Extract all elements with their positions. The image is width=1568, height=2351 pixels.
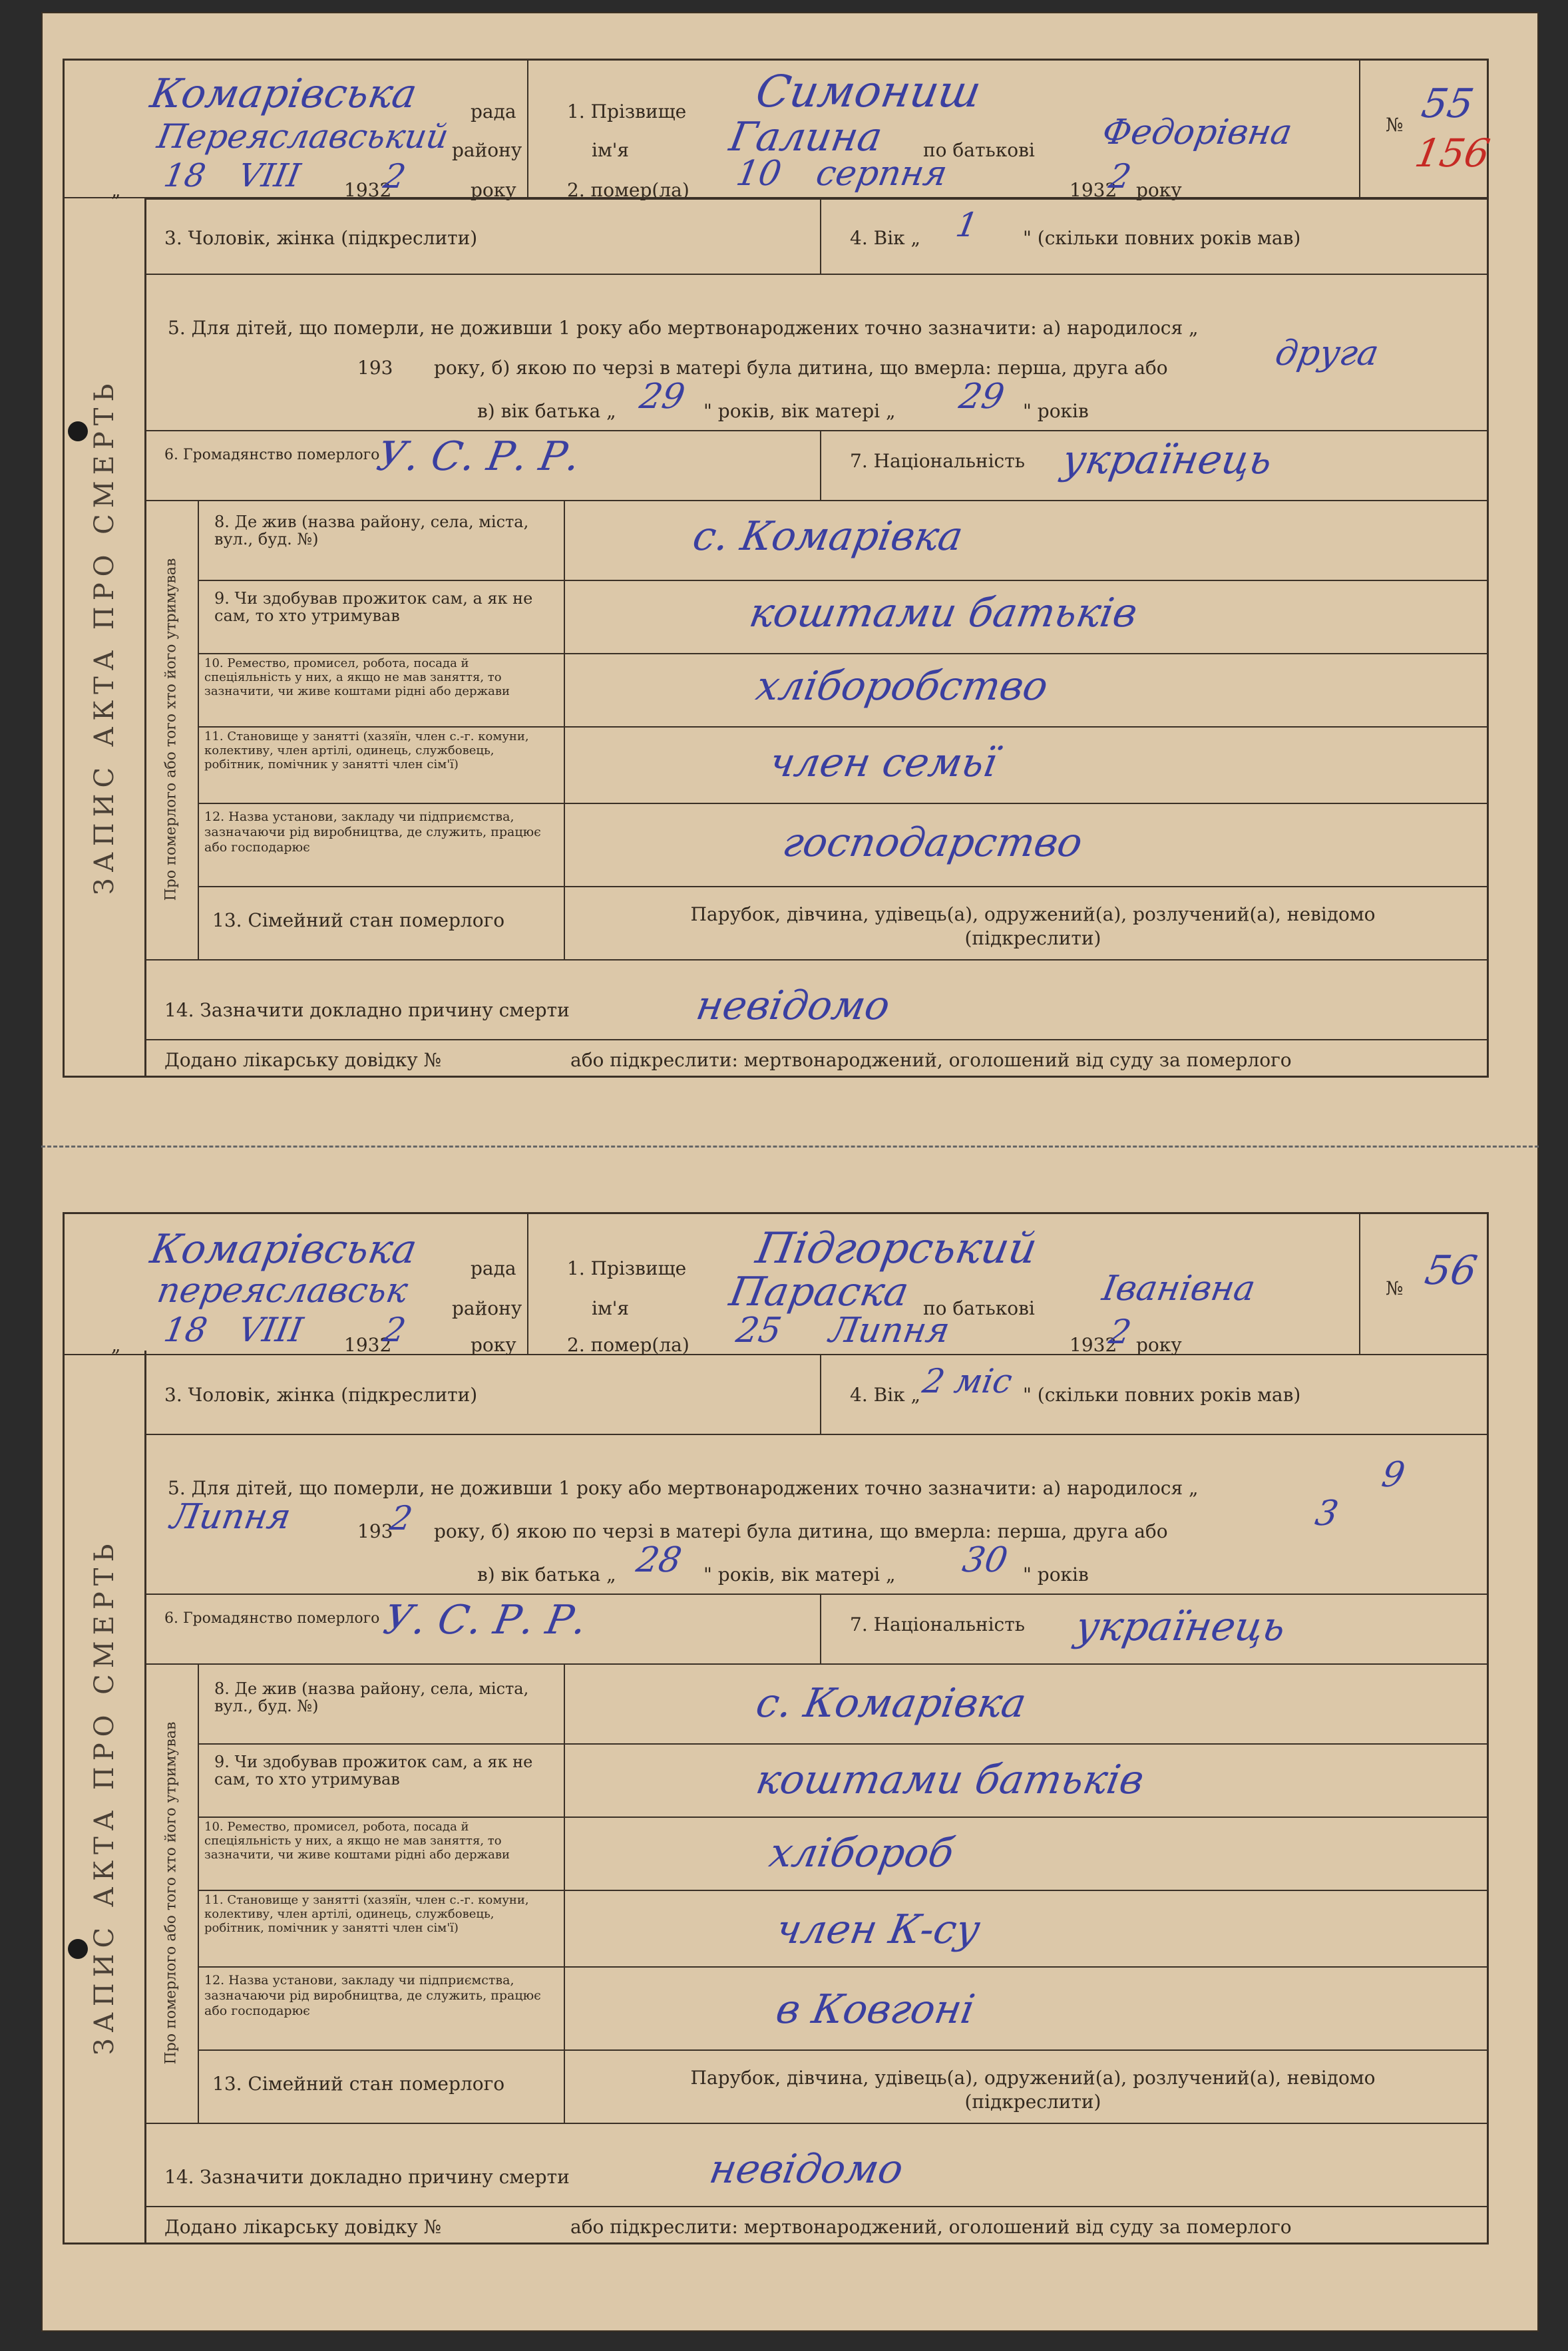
marital-options-2: Парубок, дівчина, удівець(а), одружений(а), розлучений(а), невідомо (підкреслити): [690, 2067, 1376, 2113]
position-2: член К-су: [772, 1906, 984, 1953]
label-patronymic: по батькові: [923, 139, 1035, 161]
label-year: 1932: [344, 179, 392, 201]
binder-hole-top: [68, 421, 88, 441]
citizenship: У. С. Р. Р.: [373, 433, 584, 480]
label-name-2: ім'я: [592, 1297, 630, 1319]
label-roku-2: року: [471, 1334, 516, 1356]
label-age-b: " (скільки повних років мав): [1023, 227, 1301, 249]
label-children-a: 5. Для дітей, що померли, не доживши 1 року або мертвонароджених точно зазначити: а) народилося „: [168, 317, 1199, 339]
record-year-end-2: 2: [380, 1311, 409, 1349]
marital-options: Парубок, дівчина, удівець(а), одружений(а), розлучений(а), невідомо (підкреслити): [690, 903, 1376, 949]
nationality-2: українець: [1072, 1603, 1289, 1650]
residence-2: с. Комарівка: [752, 1680, 1030, 1727]
label-workplace-2: 12. Назва установи, закладу чи підприємства, зазначаючи рід виробництва, де служить, працює або господарює: [204, 1973, 541, 2018]
record-date-day-2: 18: [160, 1311, 210, 1349]
label-nationality: 7. Національність: [850, 450, 1025, 472]
birth-year-end-2: 2: [387, 1499, 415, 1538]
record-date-day: 18: [161, 157, 209, 194]
position: член семьї: [765, 740, 1001, 786]
record-number: 55: [1418, 81, 1477, 127]
label-surname: 1. Прізвище: [567, 101, 687, 122]
birth-day-2: 9: [1378, 1455, 1408, 1495]
label-occupation-2: 10. Ремество, промисел, робота, посада й спеціяльність у них, а якщо не мав заняття, то зазначити, чи живе коштами рідні або держави: [204, 1820, 510, 1862]
mother-age: 29: [956, 377, 1008, 417]
patronymic: Федорівна: [1099, 112, 1295, 152]
label-children-b-2: 193: [357, 1520, 393, 1542]
support: коштами батьків: [745, 590, 1141, 636]
label-sub-vertical-2: Про померлого або того хто його утримував: [162, 1721, 180, 2065]
side-title-column: [65, 197, 146, 1076]
label-children-f: " років: [1023, 400, 1089, 422]
label-citizenship-2: 6. Громадянство померлого: [164, 1610, 380, 1627]
death-year-end-2: 2: [1105, 1313, 1134, 1351]
label-number-2: №: [1386, 1277, 1404, 1299]
label-residence-2: 8. Де жив (назва району, села, міста, вул., буд. №): [214, 1679, 529, 1715]
occupation: хліборобство: [752, 663, 1052, 710]
given-name-2: Параска: [725, 1269, 912, 1315]
label-age-a-2: 4. Вік „: [850, 1384, 921, 1406]
mother-age-2: 30: [959, 1540, 1011, 1580]
label-support: 9. Чи здобував прожиток сам, а як не сам, то хто утримував: [214, 589, 533, 625]
label-sub-vertical: Про померлого або того хто його утримував: [162, 558, 180, 901]
label-children-c-2: року, б) якою по черзі в матері була дитина, що вмерла: перша, друга або: [434, 1520, 1168, 1542]
child-order: друга: [1272, 333, 1382, 373]
label-children-d: в) вік батька „: [477, 400, 616, 422]
citizenship-2: У. С. Р. Р.: [379, 1597, 590, 1643]
label-footer-a: Додано лікарську довідку №: [164, 1049, 442, 1071]
death-year-end: 2: [1105, 157, 1134, 196]
label-age-b-2: " (скільки повних років мав): [1023, 1384, 1301, 1406]
record-number-2: 56: [1421, 1247, 1481, 1294]
record-date-month: VIII: [236, 157, 303, 194]
surname-2: Підгорський: [752, 1224, 1041, 1273]
label-rada: рада: [471, 101, 516, 122]
label-marital: 13. Сімейний стан померлого: [212, 909, 505, 931]
label-roku: року: [471, 179, 516, 201]
death-day: 10: [733, 154, 785, 194]
label-rada-2: рада: [471, 1257, 516, 1279]
age-2: 2 міс: [919, 1362, 1016, 1400]
label-support-2: 9. Чи здобував прожиток сам, а як не сам, то хто утримував: [214, 1753, 533, 1789]
label-death-roku-2: року: [1136, 1334, 1182, 1356]
cause-2: невідомо: [705, 2146, 907, 2193]
label-quote: „: [111, 179, 121, 201]
label-children-f-2: " років: [1023, 1564, 1089, 1586]
death-month: серпня: [813, 154, 950, 194]
cause: невідомо: [692, 982, 894, 1029]
workplace: господарство: [779, 819, 1086, 866]
death-month-2: Липня: [826, 1311, 953, 1351]
label-death-year: 1932: [1070, 179, 1117, 201]
label-workplace: 12. Назва установи, закладу чи підприємства, зазначаючи рід виробництва, де служить, працює або господарює: [204, 809, 541, 855]
label-occupation: 10. Ремество, промисел, робота, посада й спеціяльність у них, а якщо не мав заняття, то зазначити, чи живе коштами рідні або держави: [204, 656, 510, 698]
label-citizenship: 6. Громадянство померлого: [164, 447, 380, 463]
death-day-2: 25: [733, 1311, 785, 1351]
label-nationality-2: 7. Національність: [850, 1613, 1025, 1635]
label-sex: 3. Чоловік, жінка (підкреслити): [164, 227, 478, 249]
label-sex-2: 3. Чоловік, жінка (підкреслити): [164, 1384, 478, 1406]
label-residence: 8. Де жив (назва району, села, міста, вул., буд. №): [214, 513, 529, 548]
side-title: ЗАПИС АКТА ПРО СМЕРТЬ: [89, 377, 120, 895]
record-number-red: 156: [1412, 130, 1493, 176]
label-died-2: 2. помер(ла): [567, 1334, 689, 1356]
label-number: №: [1386, 114, 1404, 136]
label-year-2: 1932: [344, 1334, 392, 1356]
label-children-e-2: " років, вік матері „: [703, 1564, 896, 1586]
workplace-2: в Ковгоні: [772, 1986, 978, 2033]
tear-line: [41, 1146, 1539, 1148]
label-patronymic-2: по батькові: [923, 1297, 1035, 1319]
district-name: Переяславський: [154, 117, 452, 156]
side-title-2: ЗАПИС АКТА ПРО СМЕРТЬ: [89, 1538, 120, 2055]
record-year-end: 2: [380, 157, 409, 196]
birth-month-2: Липня: [167, 1497, 294, 1537]
surname: Симониш: [752, 66, 985, 117]
label-quote-2: „: [111, 1334, 121, 1356]
label-children-e: " років, вік матері „: [703, 400, 896, 422]
father-age: 29: [636, 377, 688, 417]
nationality: українець: [1058, 437, 1276, 483]
document-sheet: [41, 12, 1539, 2332]
label-children-c: року, б) якою по черзі в матері була дитина, що вмерла: перша, друга або: [434, 357, 1168, 379]
given-name: Галина: [725, 114, 886, 160]
binder-hole-bottom: [68, 1939, 88, 1959]
label-children-b: 193: [357, 357, 393, 379]
death-record-card-2: [63, 1212, 1489, 2244]
label-raion-2: району: [452, 1297, 522, 1319]
label-cause: 14. Зазначити докладно причину смерти: [164, 999, 570, 1021]
label-raion: району: [452, 139, 522, 161]
label-footer-b-2: або підкреслити: мертвонароджений, оголошений від суду за померлого: [570, 2216, 1292, 2238]
council-name-2: Комарівська: [146, 1226, 421, 1273]
father-age-2: 28: [633, 1540, 685, 1580]
record-date-month-2: VIII: [235, 1311, 306, 1349]
age: 1: [952, 206, 981, 244]
district-name-2: переяславськ: [154, 1271, 411, 1311]
label-footer-b: або підкреслити: мертвонароджений, оголошений від суду за померлого: [570, 1049, 1292, 1071]
support-2: коштами батьків: [752, 1757, 1147, 1803]
label-children-a-2: 5. Для дітей, що померли, не доживши 1 року або мертвонароджених точно зазначити: а) народилося „: [168, 1477, 1199, 1499]
label-position-2: 11. Становище у занятті (хазяїн, член с.-г. комуни, колективу, член артілі, одинець, службовець, робітник, помічник у занятті член сім'ї): [204, 1893, 529, 1935]
child-order-2: 3: [1312, 1494, 1342, 1534]
label-died: 2. помер(ла): [567, 179, 689, 201]
label-death-year-2: 1932: [1070, 1334, 1117, 1356]
death-record-card-1: [63, 59, 1493, 1078]
label-marital-2: 13. Сімейний стан померлого: [212, 2073, 505, 2095]
label-age-a: 4. Вік „: [850, 227, 921, 249]
label-cause-2: 14. Зазначити докладно причину смерти: [164, 2166, 570, 2188]
side-title-column-2: [65, 1351, 146, 2243]
council-name: Комарівська: [146, 71, 421, 117]
label-footer-a-2: Додано лікарську довідку №: [164, 2216, 442, 2238]
patronymic-2: Іванівна: [1099, 1269, 1259, 1309]
label-death-roku: року: [1136, 179, 1182, 201]
label-position: 11. Становище у занятті (хазяїн, член с.-г. комуни, колективу, член артілі, одинець, службовець, робітник, помічник у занятті член сім'ї): [204, 730, 529, 771]
label-surname-2: 1. Прізвище: [567, 1257, 687, 1279]
label-name: ім'я: [592, 139, 630, 161]
residence: с. Комарівка: [689, 513, 967, 560]
occupation-2: хлібороб: [765, 1830, 958, 1876]
label-children-d-2: в) вік батька „: [477, 1564, 616, 1586]
